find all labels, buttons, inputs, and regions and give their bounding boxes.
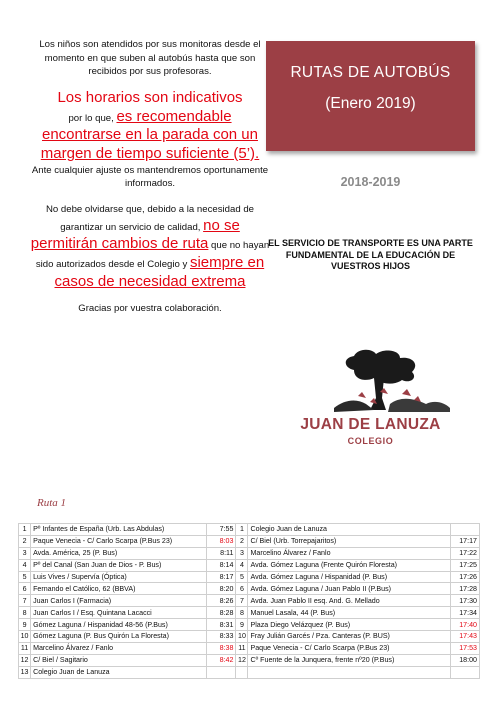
table-row — [19, 619, 480, 631]
transport-statement: EL SERVICIO DE TRANSPORTE ES UNA PARTE FUNDAMENTAL DE LA EDUCACIÓN DE VUESTROS HIJOS — [268, 238, 473, 272]
table-row — [19, 571, 480, 583]
thanks-text: Gracias por vuestra colaboración. — [78, 302, 222, 314]
changes-exception: siempre en casos de necesidad extrema — [54, 254, 265, 290]
stop-number-return: 7 — [236, 595, 248, 607]
stop-name-outbound: Colegio Juan de Lanuza — [31, 666, 207, 678]
table-row — [19, 607, 480, 619]
table-row — [19, 595, 480, 607]
stop-name-return: Colegio Juan de Lanuza — [248, 524, 450, 536]
changes-text-a: No debe olvidarse que, debido a la necesidad de garantizar un servicio de calidad, — [45, 204, 255, 233]
stop-number-return: 12 — [236, 654, 248, 666]
stop-number-outbound: 13 — [19, 666, 31, 678]
stop-time-outbound — [207, 666, 236, 678]
stop-time-outbound: 8:28 — [207, 607, 236, 619]
stop-time-outbound: 8:14 — [207, 559, 236, 571]
table-row — [19, 547, 480, 559]
stop-name-return: Avda. Juan Pablo II esq. And. G. Mellado — [248, 595, 450, 607]
stop-time-outbound: 8:17 — [207, 571, 236, 583]
stop-name-return: Avda. Gómez Laguna (Frente Quirón Floresta) — [248, 559, 450, 571]
stop-number-return: 5 — [236, 571, 248, 583]
schedule-text-a: por lo que, — [68, 112, 117, 124]
stop-name-outbound: Juan Carlos I / Esq. Quintana Lacacci — [31, 607, 207, 619]
stop-name-outbound: Fernando el Católico, 62 (BBVA) — [31, 583, 207, 595]
stop-name-return: Paque Venecia - C/ Carlo Scarpa (P.Bus 23) — [248, 642, 450, 654]
stop-time-outbound: 8:42 — [207, 654, 236, 666]
stop-number-return: 3 — [236, 547, 248, 559]
stop-time-outbound: 8:38 — [207, 642, 236, 654]
table-row — [19, 583, 480, 595]
stop-time-return: 17:17 — [450, 535, 479, 547]
intro-paragraph-monitors: Los niños son atendidos por sus monitoras desde el momento en que suben al autobús hasta que son recibidos por sus profesoras. — [39, 39, 261, 78]
stop-name-outbound: Marcelino Álvarez / Fanlo — [31, 642, 207, 654]
stop-number-outbound: 7 — [19, 595, 31, 607]
stop-time-return: 17:28 — [450, 583, 479, 595]
table-row — [19, 666, 480, 678]
stop-time-outbound: 8:31 — [207, 619, 236, 631]
stop-number-return: 1 — [236, 524, 248, 536]
intro-paragraph-schedule — [30, 89, 270, 191]
title-line-2: (Enero 2019) — [325, 95, 416, 112]
stop-number-return: 2 — [236, 535, 248, 547]
stop-number-outbound: 10 — [19, 631, 31, 643]
stop-number-outbound: 12 — [19, 654, 31, 666]
stop-time-return: 17:26 — [450, 571, 479, 583]
stop-name-outbound: Juan Carlos I (Farmacia) — [31, 595, 207, 607]
route-table — [18, 523, 480, 679]
stop-name-outbound: Pº del Canal (San Juan de Dios - P. Bus) — [31, 559, 207, 571]
changes-text-b: que no hayan sido autorizados desde el Colegio y — [35, 240, 270, 271]
stop-name-outbound: Pº Infantes de España (Urb. Las Abdulas) — [31, 524, 207, 536]
stop-time-outbound: 8:26 — [207, 595, 236, 607]
stop-name-return: C/ Biel (Urb. Torrepajaritos) — [248, 535, 450, 547]
stop-time-return — [450, 666, 479, 678]
stop-name-outbound: Gómez Laguna (P. Bus Quirón La Floresta) — [31, 631, 207, 643]
stop-name-outbound: C/ Biel / Sagitario — [31, 654, 207, 666]
stop-number-outbound: 9 — [19, 619, 31, 631]
stop-time-return: 17:43 — [450, 631, 479, 643]
stop-number-return: 9 — [236, 619, 248, 631]
changes-warning: no se permitirán cambios de ruta — [30, 216, 240, 253]
stop-number-return: 8 — [236, 607, 248, 619]
stop-time-return: 17:30 — [450, 595, 479, 607]
stop-time-return — [450, 524, 479, 536]
stop-time-outbound: 8:11 — [207, 547, 236, 559]
stop-number-return — [236, 666, 248, 678]
stop-name-outbound: Paque Venecia - C/ Carlo Scarpa (P.Bus 23) — [31, 535, 207, 547]
title-line-1: RUTAS DE AUTOBÚS — [290, 64, 451, 81]
school-year: 2018-2019 — [340, 175, 401, 189]
stop-time-return: 17:40 — [450, 619, 479, 631]
stop-time-outbound: 8:20 — [207, 583, 236, 595]
stop-name-return: Avda. Gómez Laguna / Juan Pablo II (P.Bus) — [248, 583, 450, 595]
table-row — [19, 524, 480, 536]
route-table-body — [19, 524, 480, 679]
table-row — [19, 535, 480, 547]
table-row — [19, 559, 480, 571]
stop-time-return: 17:25 — [450, 559, 479, 571]
stop-time-return: 18:00 — [450, 654, 479, 666]
school-subtitle: COLEGIO — [347, 436, 394, 446]
schedule-heading: Los horarios son indicativos — [57, 88, 243, 106]
stop-number-return: 11 — [236, 642, 248, 654]
stop-time-return: 17:34 — [450, 607, 479, 619]
stop-name-return: Manuel Lasala, 44 (P. Bus) — [248, 607, 450, 619]
stop-time-outbound: 8:33 — [207, 631, 236, 643]
stop-number-return: 4 — [236, 559, 248, 571]
stop-number-outbound: 5 — [19, 571, 31, 583]
stop-name-outbound: Gómez Laguna / Hispanidad 48-56 (P.Bus) — [31, 619, 207, 631]
stop-number-return: 6 — [236, 583, 248, 595]
table-row — [19, 642, 480, 654]
stop-time-return: 17:22 — [450, 547, 479, 559]
stop-number-return: 10 — [236, 631, 248, 643]
table-row — [19, 654, 480, 666]
stop-number-outbound: 6 — [19, 583, 31, 595]
tree-logo-icon — [314, 348, 454, 418]
table-row — [19, 631, 480, 643]
stop-number-outbound: 8 — [19, 607, 31, 619]
stop-time-outbound: 8:03 — [207, 535, 236, 547]
title-banner — [266, 41, 475, 151]
schedule-recommendation: es recomendable encontrarse en la parada con un margen de tiempo suficiente (5’). — [40, 107, 260, 163]
stop-name-outbound: Luis Vives / Supervía (Óptica) — [31, 571, 207, 583]
stop-number-outbound: 2 — [19, 535, 31, 547]
school-name: JUAN DE LANUZA — [300, 416, 441, 433]
stop-name-return: Avda. Gómez Laguna / Hispanidad (P. Bus) — [248, 571, 450, 583]
schedule-text-b: Ante cualquier ajuste os mantendremos oportunamente informados. — [31, 164, 269, 190]
stop-number-outbound: 11 — [19, 642, 31, 654]
intro-paragraph-route-changes — [30, 203, 270, 292]
stop-name-return: Fray Julián Garcés / Pza. Canteras (P. BUS) — [248, 631, 450, 643]
stop-name-return: Marcelino Álvarez / Fanlo — [248, 547, 450, 559]
intro-text — [30, 38, 270, 321]
stop-name-return: Plaza Diego Velázquez (P. Bus) — [248, 619, 450, 631]
stop-name-outbound: Avda. América, 25 (P. Bus) — [31, 547, 207, 559]
stop-time-outbound: 7:55 — [207, 524, 236, 536]
stop-name-return: Cº Fuente de la Junquera, frente nº20 (P.Bus) — [248, 654, 450, 666]
stop-number-outbound: 3 — [19, 547, 31, 559]
stop-time-return: 17:53 — [450, 642, 479, 654]
stop-name-return — [248, 666, 450, 678]
route-title: Ruta 1 — [37, 497, 67, 509]
stop-number-outbound: 1 — [19, 524, 31, 536]
stop-number-outbound: 4 — [19, 559, 31, 571]
